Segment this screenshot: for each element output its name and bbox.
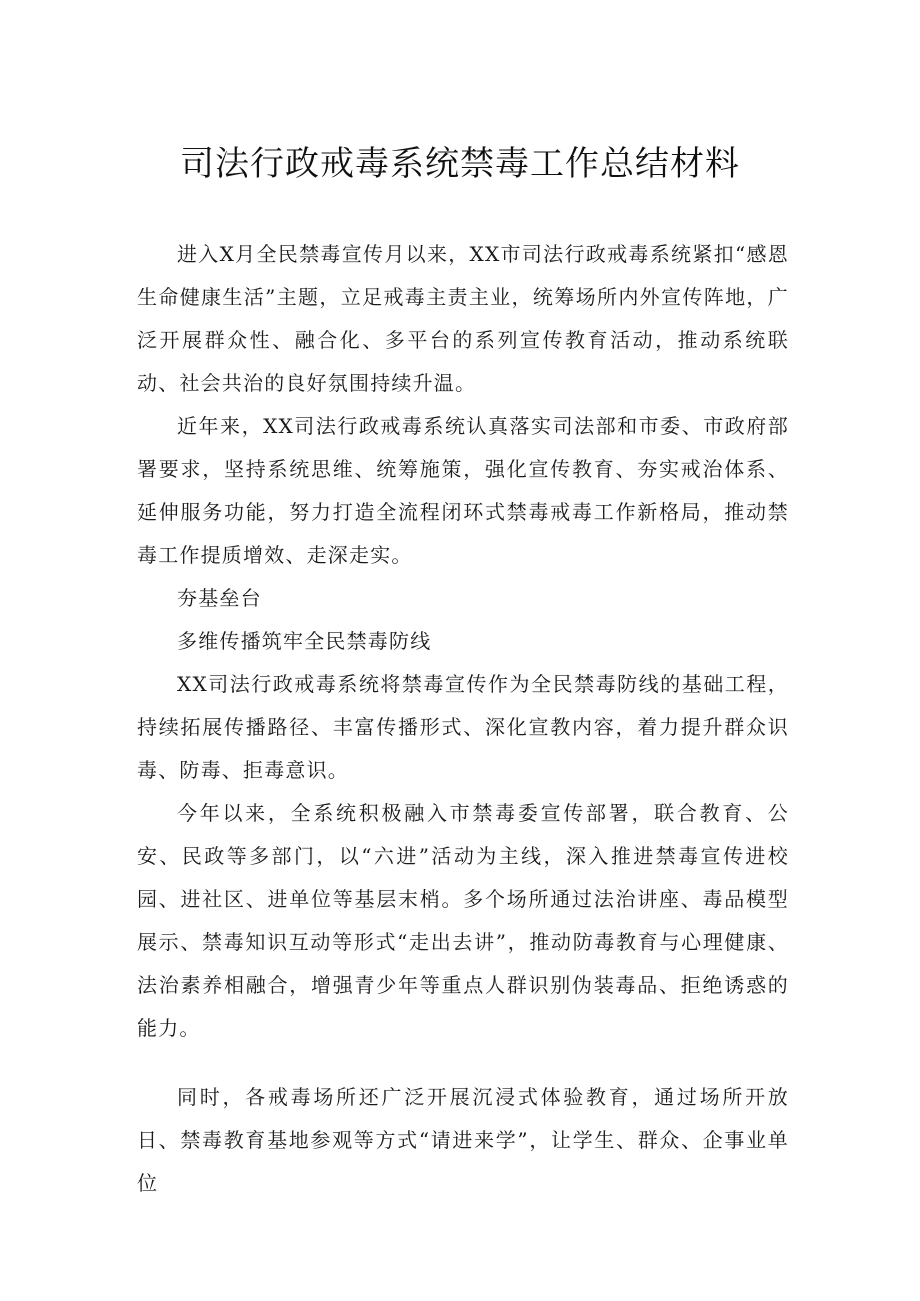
section-heading: 夯基垒台 xyxy=(177,586,262,610)
section-subheading: 多维传播筑牢全民禁毒防线 xyxy=(177,629,432,653)
paragraph-immersive: 同时，各戒毒场所还广泛开展沉浸式体验教育，通过场所开放日、禁毒教育基地参观等方式“请进来学”，让学生、群众、企事业单位 xyxy=(137,1085,789,1195)
paragraph-this-year: 今年以来，全系统积极融入市禁毒委宣传部署，联合教育、公安、民政等多部门，以“六进”活动为主线，深入推进禁毒宣传进校园、进社区、进单位等基层末梢。多个场所通过法治讲座、毒品模型展示、禁毒知识互动等形式“走出去讲”，推动防毒教育与心理健康、法治素养相融合，增强青少年等重点人群识别伪装毒品、拒绝诱惑的能力。 xyxy=(137,801,789,1040)
paragraph-propaganda: XX司法行政戒毒系统将禁毒宣传作为全民禁毒防线的基础工程，持续拓展传播路径、丰富传播形式、深化宣教内容，着力提升群众识毒、防毒、拒毒意识。 xyxy=(137,672,789,782)
document-title: 司法行政戒毒系统禁毒工作总结材料 xyxy=(180,144,740,184)
paragraph-recent-years: 近年来，XX司法行政戒毒系统认真落实司法部和市委、市政府部署要求，坚持系统思维、统筹施策，强化宣传教育、夯实戒治体系、延伸服务功能，努力打造全流程闭环式禁毒戒毒工作新格局，推动禁毒工作提质增效、走深走实。 xyxy=(137,414,789,567)
paragraph-gap xyxy=(137,1050,789,1076)
document-body xyxy=(137,233,789,1205)
paragraph-intro: 进入X月全民禁毒宣传月以来，XX市司法行政戒毒系统紧扣“感恩生命健康生活”主题，立足戒毒主责主业，统筹场所内外宣传阵地，广泛开展群众性、融合化、多平台的系列宣传教育活动，推动系统联动、社会共治的良好氛围持续升温。 xyxy=(137,242,789,395)
